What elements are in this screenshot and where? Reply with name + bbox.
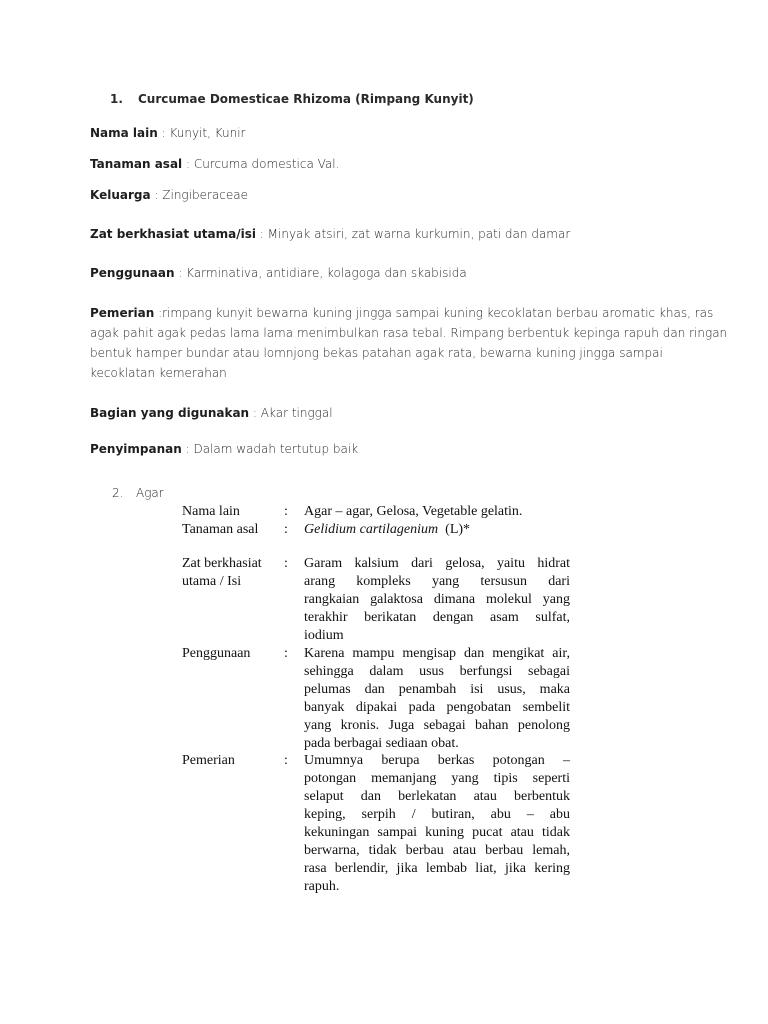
agar-value-line: terakhir berikatan dengan asam sulfat, [304,610,570,625]
zat-berkhasiat-line [90,224,570,244]
agar-value-line: Agar – agar, Gelosa, Vegetable gelatin. [304,504,523,519]
section-1-title: Curcumae Domesticae Rhizoma (Rimpang Kunyit) [138,92,474,106]
nama-lain-label: Nama lain [90,126,158,140]
agar-value-penggunaan [304,645,570,753]
tanaman-asal-label: Tanaman asal [90,157,183,171]
agar-value-nama-lain [304,503,570,521]
agar-value-line: keping, serpih / butiran, abu – abu [304,807,570,822]
penggunaan-label: Penggunaan [90,266,175,280]
nama-lain-line [90,123,245,143]
agar-label-line: Zat berkhasiat [182,556,262,571]
bagian-label: Bagian yang digunakan [90,406,250,420]
agar-value-line: yang kronis. Juga sebagai bahan penolong [304,718,570,733]
agar-value-zat-berkhasiat [304,555,570,645]
section-2-heading [112,486,164,500]
nama-lain-value: : Kunyit, Kunir [157,126,246,140]
penyimpanan-label: Penyimpanan [90,442,182,456]
agar-value-line: banyak dipakai pada pengobatan sembelit [304,700,570,715]
agar-label-penggunaan: Penggunaan [182,646,251,661]
agar-species-suffix: (L)* [438,522,471,537]
keluarga-label: Keluarga [90,188,151,202]
agar-colon: : [284,556,288,571]
section-2-title: Agar [136,486,164,500]
zat-berkhasiat-label: Zat berkhasiat utama/isi [90,227,256,241]
penyimpanan-line [90,439,358,459]
tanaman-asal-value: : Curcuma domestica Val. [182,157,340,171]
bagian-line [90,403,333,423]
tanaman-asal-line [90,154,339,174]
agar-value-line: Garam kalsium dari gelosa, yaitu hidrat [304,556,570,571]
agar-value-line: rasa berlendir, jika lembab liat, jika kering [304,861,570,876]
agar-value-tanaman-asal [304,521,570,539]
zat-berkhasiat-value: : Minyak atsiri, zat warna kurkumin, pati dan damar [255,227,571,241]
pemerian-line-3: bentuk hamper bundar atau lomnjong bekas patahan agak rata, bewarna kuning jingga sampai [90,346,663,360]
bagian-value: : Akar tinggal [249,406,333,420]
agar-label-zat-berkhasiat [182,555,282,591]
pemerian-line-1 [90,303,714,323]
agar-value-line: arang kompleks yang tersusun dari [304,574,570,589]
penggunaan-value: : Karminativa, antidiare, kolagoga dan skabisida [174,266,467,280]
pemerian-paragraph [90,303,728,383]
section-1-number: 1. [110,92,123,106]
agar-value-line: iodium [304,628,344,643]
keluarga-value: : Zingiberaceae [150,188,248,202]
agar-label-nama-lain: Nama lain [182,504,240,519]
agar-value-line: Umumnya berupa berkas potongan – [304,753,570,768]
agar-value-line: pada berbagai sediaan obat. [304,736,459,751]
agar-colon: : [284,753,288,768]
penggunaan-line [90,263,467,283]
pemerian-text-1: :rimpang kunyit bewarna kuning jingga sampai kuning kecoklatan berbau aromatic khas, ras [154,306,714,320]
agar-value-line: berwarna, tidak berbau atau berbau lemah, [304,843,570,858]
agar-value-line: rangkaian galaktosa dimana molekul yang [304,592,570,607]
agar-value-line: selaput dan berlekatan atau berbentuk [304,789,570,804]
agar-colon: : [284,504,288,519]
section-2-number: 2. [112,486,124,500]
agar-species-name: Gelidium cartilagenium [304,522,439,537]
pemerian-line-2: agak pahit agak pedas lama lama menimbulkan rasa tebal. Rimpang berbentuk kepinga rapuh dan ringan [90,326,728,340]
agar-value-line: rapuh. [304,879,340,894]
agar-label-line: utama / Isi [182,574,242,589]
agar-value-line: kekuningan sampai kuning pucat atau tidak [304,825,570,840]
section-1-heading [110,92,474,106]
agar-value-pemerian [304,752,570,896]
agar-colon: : [284,646,288,661]
agar-value-line: sehingga dalam usus berfungsi sebagai [304,664,570,679]
agar-value-line: pelumas dan penambah isi usus, maka [304,682,570,697]
keluarga-line [90,185,248,205]
pemerian-label: Pemerian [90,306,155,320]
agar-value-line: Karena mampu mengisap dan mengikat air, [304,646,570,661]
agar-label-pemerian: Pemerian [182,753,235,768]
pemerian-line-4: kecoklatan kemerahan [90,366,227,380]
agar-label-tanaman-asal: Tanaman asal [182,522,259,537]
agar-value-line: potongan memanjang yang tipis seperti [304,771,570,786]
agar-colon: : [284,522,288,537]
penyimpanan-value: : Dalam wadah tertutup baik [181,442,359,456]
